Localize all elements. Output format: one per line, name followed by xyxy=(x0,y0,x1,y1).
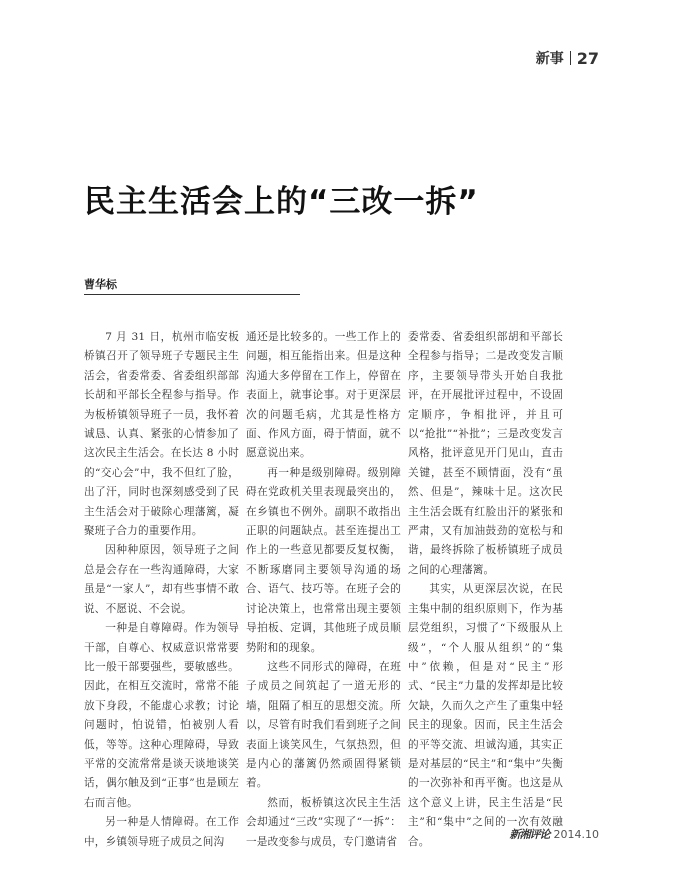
paragraph: 通还是比较多的。一些工作上的问题，相互能指出来。但是这种沟通大多停留在工作上，停留在表面上，就事论事。对于更深层次的问题毛病，尤其是性格方面、作风方面，碍于情面，就不愿意说出来。 xyxy=(246,331,401,460)
header-divider xyxy=(570,51,571,65)
text-column-1 xyxy=(84,328,239,852)
text-column-3 xyxy=(408,328,563,852)
paragraph: 一种是自尊障碍。作为领导干部，自尊心、权威意识常常要比一般干部要强些，要敏感些。因此，在相互交流时，常常不能放下身段，不能虚心求教；讨论问题时，怕说错，怕被别人看低，等等。这种心理障碍，导致平常的交流常常是谈天谈地谈笑话，偶尔触及到“正事”也是顾左右而言他。 xyxy=(84,622,239,809)
page-header xyxy=(536,48,599,68)
article-author: 曹华标 xyxy=(84,278,117,291)
paragraph: 然而，板桥镇这次民主生活会却通过“三改”实现了“一拆”：一是改变参与成员，专门邀请省 xyxy=(246,796,401,848)
article-title: 民主生活会上的“三改一拆” xyxy=(84,184,479,220)
issue-label: 2014.10 xyxy=(553,827,599,841)
paragraph: 再一种是级别障碍。级别障碍在党政机关里表现最突出的，在乡镇也不例外。副职不敢指出正职的问题缺点。甚至连提出工作上的一些意见都要反复权衡，不断琢磨同主要领导沟通的场合、语气、技巧等。在班子会的讨论决策上，也常常出现主要领导拍板、定调，其他班子成员顺势附和的现象。 xyxy=(246,466,401,654)
author-divider xyxy=(84,294,300,295)
paragraph: 这些不同形式的障碍，在班子成员之间筑起了一道无形的墙，阻隔了相互的思想交流。所以，尽管有时我们看到班子之间表面上谈笑风生，气氛热烈，但是内心的藩篱仍然顽固得紧锁着。 xyxy=(246,660,401,790)
section-label: 新事 xyxy=(535,51,564,67)
paragraph: 其实，从更深层次说，在民主集中制的组织原则下，作为基层党组织，习惯了“下级服从上级”，“个人服从组织”的“集中”依赖，但是对“民主”形式、“民主”力量的发挥却是比较欠缺，久而久之产生了重集中轻民主的现象。因而，民主生活会的平等交流、坦诚沟通，其实正是对基层的“民主”和“集中”失衡的一次弥补和再平衡。也这是从这个意义上讲，民主生活是“民主”和“集中”之间的一次有效融合。 xyxy=(408,583,563,848)
paragraph: 委常委、省委组织部胡和平部长全程参与指导；二是改变发言顺序，主要领导带头开始自我批评，在开展批评过程中，不设固定顺序，争相批评，并且可以“抢批”“补批”；三是改变发言风格，批评意见开门见山，直击关键，甚至不顾情面，没有“虽然、但是”，辣味十足。这次民主生活会既有红脸出汗的紧张和严肃，又有加油鼓劲的宽松与和谐，最终拆除了板桥镇班子成员之间的心理藩篱。 xyxy=(408,331,563,576)
paragraph: 7 月 31 日，杭州市临安板桥镇召开了领导班子专题民主生活会，省委常委、省委组织部部长胡和平部长全程参与指导。作为板桥镇领导班子一员，我怀着诚恳、认真、紧张的心情参加了这次民主生活会。在长达 8 小时的“交心会”中，我不但红了脸，出了汗，同时也深刻感受到了民主生活会对于破除心理藩篱，凝聚班子合力的重要作用。 xyxy=(84,331,239,538)
paragraph: 另一种是人情障碍。在工作中，乡镇领导班子成员之间沟 xyxy=(84,816,239,848)
paragraph: 因种种原因，领导班子之间总是会存在一些沟通障碍，大家虽是“一家人”，却有些事情不敢说、不愿说、不会说。 xyxy=(84,544,239,615)
text-column-2 xyxy=(246,328,401,852)
page-number: 27 xyxy=(576,48,599,68)
page-footer xyxy=(510,826,600,842)
magazine-logo: 新湘评论 xyxy=(509,828,550,841)
